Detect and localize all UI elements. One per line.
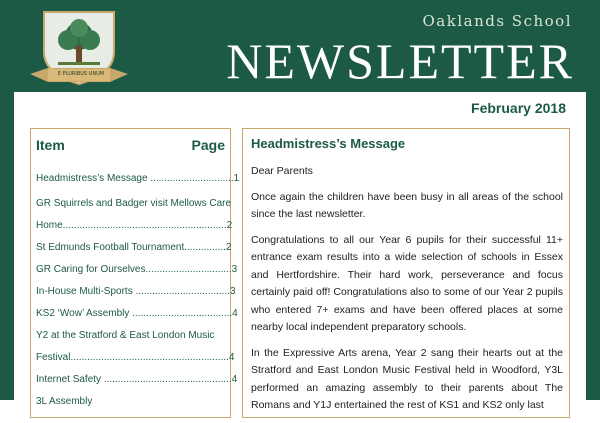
contents-item-heading: Item — [36, 137, 65, 153]
article-paragraph: Congratulations to all our Year 6 pupils for their successful 11+ entrance exam results into a wide selection of schools in Essex and Hertfordshire. Their hard work, perseverance and focus certainly paid off! Congratulations also to some of our Year 2 pupils who entered 7+ exams and have been offered places at some nearby local independent preparatory schools. — [251, 233, 563, 333]
crest-motto: E PLURIBUS UNUM — [57, 71, 105, 77]
headmistress-article — [242, 128, 570, 418]
contents-row[interactable]: In-House Multi-Sports ..................................3 — [36, 286, 236, 297]
contents-row[interactable]: KS2 ‘Wow’ Assembly ....................................4 — [36, 308, 238, 319]
contents-row[interactable]: Internet Safety ..............................................4 — [36, 374, 238, 385]
school-crest-icon — [26, 8, 132, 92]
contents-row[interactable]: GR Squirrels and Badger visit Mellows Care — [36, 198, 232, 209]
contents-row[interactable]: Headmistress’s Message ..............................1 — [36, 173, 240, 184]
contents-row[interactable]: GR Caring for Ourselves...............................3 — [36, 264, 238, 275]
article-title: Headmistress’s Message — [251, 136, 406, 151]
article-paragraph: In the Expressive Arts arena, Year 2 sang their hearts out at the Stratford and East London Music Festival held in Woodford, Y3L performed an amazing assembly to their parents about The Romans and Y1J entertained the rest of KS1 and KS2 only last — [251, 346, 563, 411]
school-name: Oaklands School — [422, 12, 572, 30]
article-paragraph: Once again the children have been busy in all areas of the school since the last newsletter. — [251, 190, 563, 220]
contents-page-heading: Page — [191, 137, 225, 153]
contents-row[interactable]: 3L Assembly — [36, 396, 93, 407]
newsletter-header — [0, 0, 600, 92]
right-border — [586, 92, 600, 400]
page-title: NEWSLETTER — [226, 33, 574, 89]
contents-row[interactable]: Home...........................................................2 — [36, 220, 233, 231]
contents-header — [31, 129, 230, 157]
contents-row[interactable]: Y2 at the Stratford & East London Music — [36, 330, 215, 341]
contents-row[interactable]: Festival.........................................................4 — [36, 352, 235, 363]
issue-date: February 2018 — [471, 100, 566, 116]
article-paragraph: Dear Parents — [251, 165, 313, 177]
left-border — [0, 92, 14, 400]
contents-table — [30, 128, 240, 418]
contents-row[interactable]: St Edmunds Football Tournament...............2 — [36, 242, 232, 253]
article-body — [251, 163, 563, 423]
